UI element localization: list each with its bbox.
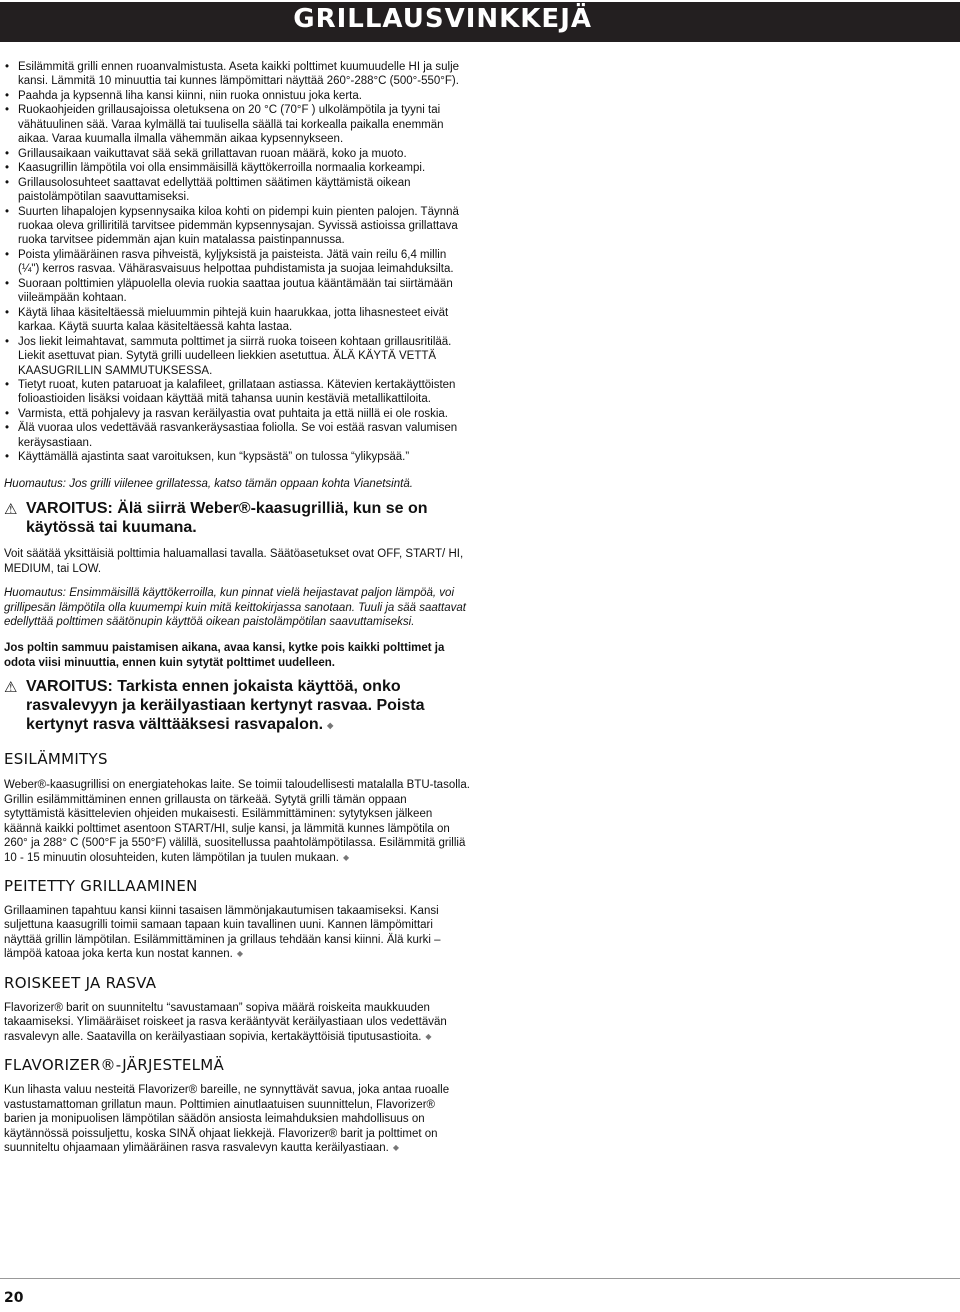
end-diamond-icon: ◆ bbox=[392, 1143, 399, 1153]
end-diamond-icon: ◆ bbox=[236, 949, 244, 959]
section-heading-preheating: ESILÄMMITYS bbox=[4, 750, 108, 769]
section-text-drippings: Flavorizer® barit on suunniteltu “savustamaan” sopiva määrä roiskeita maukkuuden takaamiseksi. Ylimääräiset roiskeet ja rasva kerääntyvät keräilyastiaan ulos vedettävän rasvalevyn alle. Saatavilla on keräilyastiaan sopivia, kertakäyttöisiä tiputusastioita. ◆ bbox=[4, 1001, 447, 1043]
list-item: • Tietyt ruoat, kuten pataruoat ja kalafileet, grillataan astiassa. Kätevien kertakäyttöisten folioastioiden lisäksi voidaan käyttää mitä tahansa uunin kestäviä metallikattiloita. bbox=[4, 378, 470, 407]
section-text-preheating: Weber®-kaasugrillisi on energiatehokas laite. Se toimii taloudellisesti matalalla BTU-tasolla. Grillin esilämmittäminen ennen grillausta on tärkeää. Sytytä grilli tämän oppaan sytyttämistä käsittelevien ohjeiden mukaisesti. Esilämmittäminen: sytytyksen jälkeen käännä kaikki polttimet asentoon START/HI, sulje kansi, ja lämmitä kunnes lämpötila on 260° ja 288° C (500°F ja 550°F) välillä, suositellussa paahtolämpötilassa. Esilämmitä grilliä 10 - 15 minuutin olosuhteiden, kuten lämpötilan ja tuulen mukaan. ◆ bbox=[4, 779, 470, 864]
section-heading-flavorizer: FLAVORIZER®-JÄRJESTELMÄ bbox=[4, 1056, 225, 1075]
section-text-flavorizer: Kun lihasta valuu nesteitä Flavorizer® bareille, ne synnyttävät savua, joka antaa ruoalle vastustamattoman grillatun maun. Polttimien ainutlaatuisen suunnittelun, Flavorizer® barien ja monipuolisen lämpötilan säädön ansiosta leimahduksien mahdollisuus on käytännössä poissuljettu, koska SINÄ ohjaat liekkejä. Flavorizer® barit ja polttimet on suunniteltu ohjaamaan ylimääräinen rasva rasvalevyn kautta keräilyastiaan. ◆ bbox=[4, 1084, 450, 1155]
list-item: • Grillausaikaan vaikuttavat sää sekä grillattavan ruoan määrä, koko ja muoto. bbox=[4, 147, 470, 161]
list-item: • Kaasugrillin lämpötila voi olla ensimmäisillä käyttökerroilla normaalia korkeampi. bbox=[4, 161, 470, 175]
note-first-use: Huomautus: Ensimmäisillä käyttökerroilla, kun pinnat vielä heijastavat paljon lämpöä, voi grillipesän lämpötila olla kuumempi kuin mitä keittokirjassa sanotaan. Tuuli ja sää saattavat edellyttää polttimen säätönupin käyttöä oikean paistolämpötilan saavuttamiseksi. bbox=[4, 587, 466, 628]
list-item: • Poista ylimääräinen rasva pihveistä, kyljyksistä ja paisteista. Jätä vain reilu 6,4 millin (¼") kerros rasvaa. Vähärasvaisuus helpottaa puhdistamista ja suojaa leimahduksilta. bbox=[4, 248, 470, 277]
burner-out-instruction: Jos poltin sammuu paistamisen aikana, avaa kansi, kytke pois kaikki polttimet ja odota viisi minuuttia, ennen kuin sytytät polttimet uudelleen. bbox=[4, 642, 445, 669]
list-item: • Esilämmitä grilli ennen ruoanvalmistusta. Aseta kaikki polttimet kuumuudelle HI ja sulje kansi. Lämmitä 10 minuuttia tai kunnes lämpömittari näyttää 260°-288°C (500°-550°F). bbox=[4, 60, 470, 89]
list-item: • Varmista, että pohjalevy ja rasvan keräilyastia ovat puhtaita ja että niillä ei ole roskia. bbox=[4, 407, 470, 421]
warning-text: VAROITUS: Tarkista ennen jokaista käyttöä, onko rasvalevyyn ja keräilyastiaan kertynyt rasvaa. Poista kertynyt rasva välttääksesi rasvapalon. bbox=[26, 678, 425, 734]
footer-divider bbox=[0, 1278, 960, 1279]
warning-triangle-icon: ⚠ bbox=[4, 501, 18, 519]
page-number: 20 bbox=[4, 1290, 24, 1306]
list-item: • Älä vuoraa ulos vedettävää rasvankeräysastiaa foliolla. Se voi estää rasvan valumisen keräysastiaan. bbox=[4, 421, 470, 450]
list-item: • Ruokaohjeiden grillausajoissa oletuksena on 20 °C (70°F ) ulkolämpötila ja tyyni tai vähätuulinen sää. Varaa kylmällä tai tuulisella säällä tai korkealla paikalla enemmän aikaa. Varaa kuumalla ilmalla vähemmän aikaa kypsennykseen. bbox=[4, 103, 470, 146]
list-item: • Jos liekit leimahtavat, sammuta polttimet ja siirrä ruoka toiseen kohtaan grillausritilää. Liekit asettuvat pian. Sytytä grilli uudelleen liekkien asetuttua. ÄLÄ KÄYTÄ VETTÄ KAASUGRILLIN SAMMUTUKSESSA. bbox=[4, 335, 470, 378]
section-heading-drippings: ROISKEET JA RASVA bbox=[4, 973, 157, 992]
list-item: • Käytä lihaa käsiteltäessä mieluummin pihtejä kuin haarukkaa, jotta lihasnesteet eivät karkaa. Käytä suurta kalaa käsiteltäessä kahta lastaa. bbox=[4, 306, 470, 335]
section-heading-covered-grilling: PEITETTY GRILLAAMINEN bbox=[4, 877, 198, 896]
tips-list bbox=[4, 60, 470, 465]
warning-text: VAROITUS: Älä siirrä Weber®-kaasugrilliä, kun se on käytössä tai kuumana. bbox=[26, 500, 428, 537]
end-diamond-icon: ◆ bbox=[425, 1031, 432, 1041]
note-troubleshooting: Huomautus: Jos grilli viilenee grillatessa, katso tämän oppaan kohta Vianetsintä. bbox=[4, 477, 413, 490]
warning-grease bbox=[4, 677, 470, 735]
list-item: • Paahda ja kypsennä liha kansi kiinni, niin ruoka onnistuu joka kerta. bbox=[4, 89, 470, 103]
warning-triangle-icon: ⚠ bbox=[4, 679, 18, 697]
list-item: • Käyttämällä ajastinta saat varoituksen, kun “kypsästä” on tulossa “ylikypsää.” bbox=[4, 450, 470, 464]
adjust-burners-text: Voit säätää yksittäisiä polttimia haluamallasi tavalla. Säätöasetukset ovat OFF, START/ HI, MEDIUM, tai LOW. bbox=[4, 548, 464, 575]
warning-move-grill bbox=[4, 499, 470, 537]
content-column bbox=[4, 60, 470, 1155]
list-item: • Suoraan polttimien yläpuolella olevia ruokia saattaa joutua kääntämään tai siirtämään viileämpään kohtaan. bbox=[4, 277, 470, 306]
page-title: GRILLAUSVINKKEJÄ bbox=[293, 4, 592, 34]
list-item: • Grillausolosuhteet saattavat edellyttää polttimen säätimen käyttämistä oikean paistolämpötilan saavuttamiseksi. bbox=[4, 176, 470, 205]
list-item: • Suurten lihapalojen kypsennysaika kiloa kohti on pidempi kuin pienten palojen. Täynnä ruokaa oleva grilliritilä tarvitsee pidemmän kypsennysajan. Syvissä astioissa grillattava ruoka tarvitsee pidemmän ajan kuin matalassa paistinpannussa. bbox=[4, 205, 470, 248]
end-diamond-icon: ◆ bbox=[327, 721, 334, 731]
end-diamond-icon: ◆ bbox=[343, 852, 350, 862]
section-text-covered-grilling: Grillaaminen tapahtuu kansi kiinni tasaisen lämmönjakautumisen takaamiseksi. Kansi suljettuna kaasugrilli toimii samaan tapaan kuin tavallinen uuni. Kannen lämpömittari näyttää grillin lämpötilan. Esilämmittäminen ja grillaus tehdään kansi kiinni. Älä kurki – lämpöä katoaa joka kerta kun nostat kannen. ◆ bbox=[4, 905, 441, 961]
